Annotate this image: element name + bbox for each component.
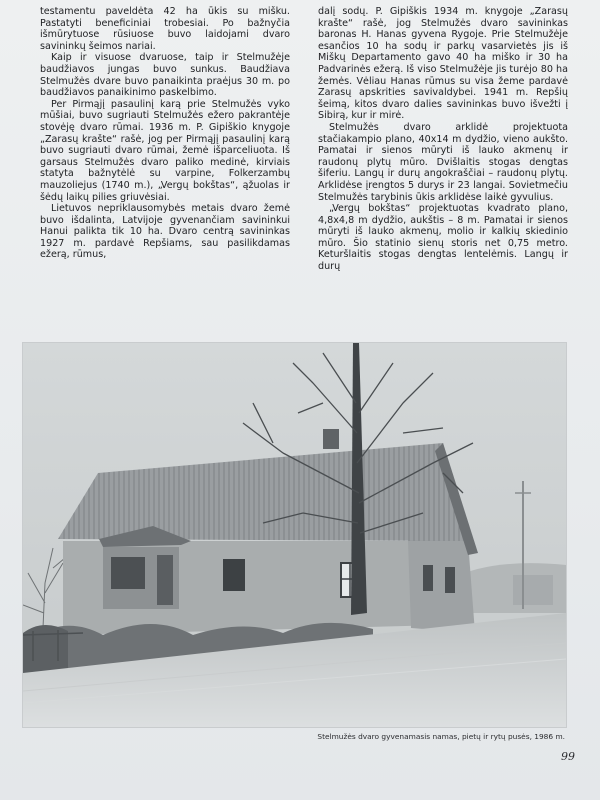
page-number: 99 xyxy=(561,750,575,763)
manor-house-photo xyxy=(22,342,567,728)
paragraph: testamentu paveldėta 42 ha ūkis su mišku. Pastatyti beneficiniai trobesiai. Po bažnyčia išmūrytuose rūsiuose buvo laidojami dvaro savininkų šeimos nariai. xyxy=(40,6,290,52)
chimney xyxy=(323,429,339,449)
paragraph: Lietuvos nepriklausomybės metais dvaro žemė buvo išdalinta, Latvijoje gyvenančiam savininkui Hanui palikta tik 10 ha. Dvaro centrą savininkas 1927 m. pardavė Repšiams, sau pasilikdamas ežerą, rūmus, xyxy=(40,203,290,261)
paragraph: Kaip ir visuose dvaruose, taip ir Stelmužėje baudžiavos jungas buvo sunkus. Baudžiava Stelmužės dvare buvo panaikinta praėjus 30 m. po baudžiavos panaikinimo paskelbimo. xyxy=(40,52,290,99)
text-column-right xyxy=(318,6,568,273)
gable-window xyxy=(423,565,433,591)
gable-window xyxy=(445,567,455,593)
manor-house-photo-drawing xyxy=(23,343,566,727)
paragraph: „Vergų bokštas“ projektuotas kvadrato plano, 4,8x4,8 m dydžio, aukštis – 8 m. Pamatai ir sienos mūryti iš lauko akmenų, molio ir kalkių skiedinio mūro. Šio statinio sienų storis net 0,75 metro. Keturšlaitis stogas dengtas lentelėmis. Langų ir durų xyxy=(318,203,568,273)
porch-window xyxy=(111,557,145,589)
porch-door xyxy=(157,555,173,605)
house-window xyxy=(223,559,245,591)
text-column-left xyxy=(40,6,290,261)
figure-caption: Stelmužės dvaro gyvenamasis namas, pietų ir rytų pusės, 1986 m. xyxy=(317,732,565,741)
paragraph: dalį sodų. P. Gipiškis 1934 m. knygoje „Zarasų krašte“ rašė, jog Stelmužės dvaro savininkas baronas H. Hanas gyvena Rygoje. Prie Stelmužėje esančios 10 ha sodų ir parkų vasarvietės jis iš Miškų Departamento gavo 40 ha miško ir 30 ha Padvarinės ežerą. Iš viso Stelmužėje jis turėjo 80 ha žemės. Vėliau Hanas rūmus su visa žeme pardavė Zarasų apskrities savivaldybei. 1941 m. Repšių šeimą, kitos dvaro dalies savininkas buvo išvežti į Sibirą, kur ir mirė. xyxy=(318,6,568,122)
paragraph: Per Pirmąjį pasaulinį karą prie Stelmužės vyko mūšiai, buvo sugriauti Stelmužės ežero pakrantėje stovėję dvaro rūmai. 1936 m. P. Gipiškio knygoje „Zarasų krašte“ rašė, jog per Pirmąjį pasaulinį karą buvo sugriauti dvaro rūmai, žemė išparceliuota. Iš garsaus Stelmužės dvaro paliko medinė, kirviais statyta bažnytėlė su varpine, Folkerzambų mauzoliejus (1740 m.), „Vergų bokštas“, ąžuolas ir šėdų laikų pilies griuvėsiai. xyxy=(40,98,290,203)
paragraph: Stelmužės dvaro arklidė projektuota stačiakampio plano, 40x14 m dydžio, vieno aukšto. Pamatai ir sienos mūryti iš lauko akmenų ir raudonų plytų mūro. Dvišlaitis stogas dengtas šiferiu. Langų ir durų angokraščiai – raudonų plytų. Arklidėse įrengtos 5 durys ir 23 langai. Sovietmečiu Stelmužės tarybinis ūkis arklidėse laikė gyvulius. xyxy=(318,121,568,203)
distant-building xyxy=(513,575,553,605)
